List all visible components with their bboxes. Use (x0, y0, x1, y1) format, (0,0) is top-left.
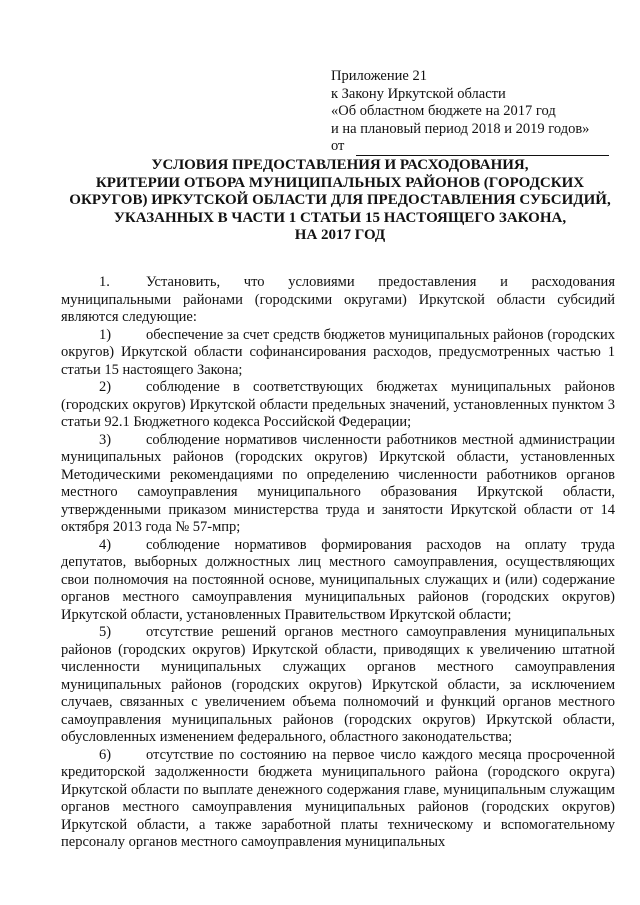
paragraph-item-4 (61, 537, 615, 625)
paragraph-text: соблюдение нормативов численности работников местной администрации муниципальных районов (городских округов) Иркутской области, установленных Методическими рекомендациями по определению численности работников органов местного самоуправления муниципального образования Иркутской области, утвержденными приказом министерства труда и занятости Иркутской области от 14 октября 2013 года № 57-мпр; (61, 431, 615, 535)
paragraph-number: 2) (99, 379, 112, 395)
paragraph-number: 1. (99, 274, 110, 290)
appendix-number: Приложение 21 (331, 68, 427, 84)
title-line-5: НА 2017 ГОД (294, 227, 386, 243)
appendix-header (331, 68, 621, 156)
title-line-4: УКАЗАННЫХ В ЧАСТИ 1 СТАТЬИ 15 НАСТОЯЩЕГО ЗАКОНА, (113, 209, 567, 226)
title-line-3: ОКРУГОВ) ИРКУТСКОЙ ОБЛАСТИ ДЛЯ ПРЕДОСТАВЛЕНИЯ СУБСИДИЙ, (69, 192, 611, 208)
paragraph-number: 3) (99, 431, 112, 448)
appendix-law-title-line2: и на плановый период 2018 и 2019 годов» (331, 120, 590, 137)
paragraph-item-5 (61, 624, 615, 747)
paragraph-text: отсутствие решений органов местного самоуправления муниципальных районов (городских округов) Иркутской области, приводящих к увеличению штатной численности муниципальных служащих органов местного самоуправления муниципальных районов (городских округов) Иркутской области, за исключением случаев, связанных с увеличением объема полномочий и функций органов местного самоуправления муниципальных районов (городских округов) Иркутской области, обусловленных изменением федерального, областного законодательства; (61, 624, 615, 745)
paragraph-number: 1) (99, 326, 112, 343)
paragraph-number: 4) (99, 536, 112, 553)
paragraph-text: соблюдение нормативов формирования расходов на оплату труда депутатов, выборных должностных лиц местного самоуправления, осуществляющих свои полномочия на постоянной основе, муниципальных служащих и (или) содержание органов местного самоуправления муниципальных районов (городских округов) Иркутской области, установленных Правительством Иркутской области; (61, 536, 615, 623)
paragraph-text: Установить, что условиями предоставления и расходования муниципальными районами (городскими округами) Иркутской области субсидий являются следующие: (61, 274, 615, 325)
appendix-date-line (331, 138, 621, 156)
paragraph-item-3 (61, 432, 615, 537)
paragraph-item-2 (61, 379, 615, 432)
document-title (60, 157, 620, 245)
paragraph-number: 6) (99, 746, 112, 763)
paragraph-text: соблюдение в соответствующих бюджетах муниципальных районов (городских округов) Иркутской области предельных значений, установленных пунктом 3 статьи 92.1 Бюджетного кодекса Российской Федерации; (61, 379, 615, 430)
paragraph-text: обеспечение за счет средств бюджетов муниципальных районов (городских округов) Иркутской области софинансирования расходов, предусмотренных частью 1 статьи 15 настоящего Закона; (61, 326, 615, 378)
appendix-date-blank (356, 143, 609, 156)
document-body (61, 274, 615, 852)
paragraph-1 (61, 274, 615, 327)
paragraph-item-6 (61, 747, 615, 852)
paragraph-number: 5) (99, 624, 112, 640)
paragraph-item-1 (61, 327, 615, 380)
appendix-law-reference: к Закону Иркутской области (331, 85, 506, 102)
paragraph-text: отсутствие по состоянию на первое число каждого месяца просроченной кредиторской задолженности бюджета муниципального района (городского округа) Иркутской области по выплате денежного содержания главе, муниципальным служащим органов местного самоуправления муниципальных районов (городских округов) Иркутской области, а также заработной платы техническому и вспомогательному персоналу органов местного самоуправления муниципальных (61, 746, 615, 850)
appendix-from-label: от (331, 138, 345, 154)
title-line-2: КРИТЕРИИ ОТБОРА МУНИЦИПАЛЬНЫХ РАЙОНОВ (ГОРОДСКИХ (95, 174, 585, 191)
appendix-law-title-line1: «Об областном бюджете на 2017 год (331, 103, 556, 119)
title-line-1: УСЛОВИЯ ПРЕДОСТАВЛЕНИЯ И РАСХОДОВАНИЯ, (151, 157, 529, 173)
